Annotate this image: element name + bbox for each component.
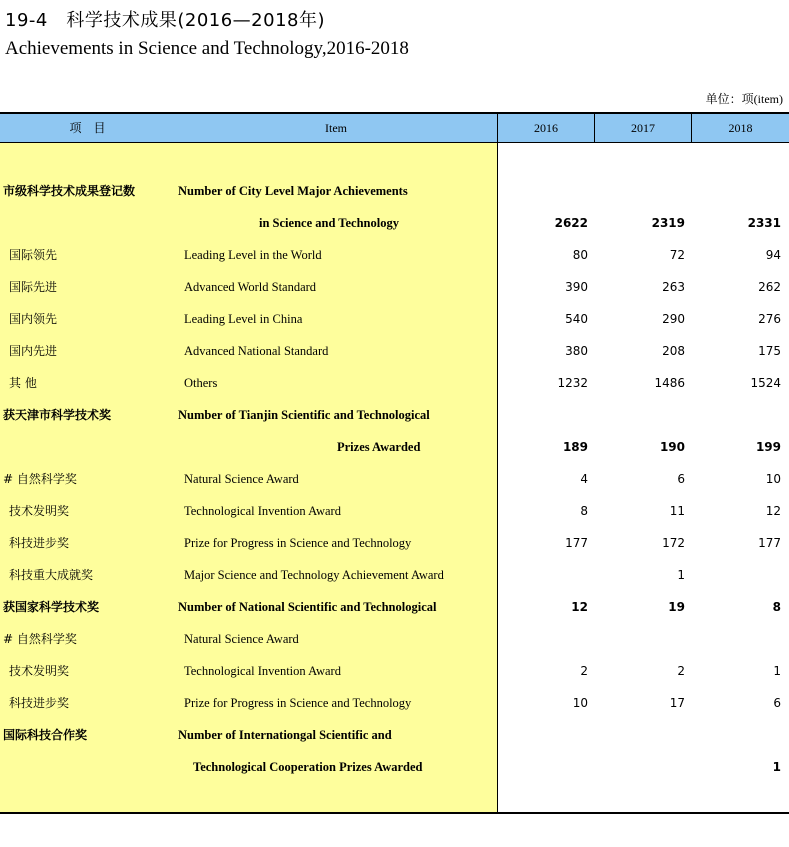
row-label-cn: # 自然科学奖 <box>3 472 77 486</box>
value-2018: 12 <box>765 504 781 518</box>
table-header <box>0 114 789 142</box>
row-label-cn: 国际科技合作奖 <box>3 728 88 742</box>
value-2016: 380 <box>565 344 588 358</box>
row-label-en: Natural Science Award <box>184 632 299 646</box>
value-2018: 262 <box>758 280 781 294</box>
row-label-en: Prizes Awarded <box>337 440 421 454</box>
table-row <box>0 559 789 591</box>
row-label-cn: 其 他 <box>9 376 37 390</box>
value-2017: 1486 <box>654 376 685 390</box>
page-title-en: Achievements in Science and Technology,2016-2018 <box>5 38 409 59</box>
value-2018: 276 <box>758 312 781 326</box>
value-2018: 1 <box>772 760 781 774</box>
row-label-cn: 市级科学技术成果登记数 <box>3 184 136 198</box>
value-2016: 2622 <box>554 216 588 230</box>
value-2017: 11 <box>669 504 685 518</box>
row-label-en: Others <box>184 376 218 390</box>
value-2017: 72 <box>669 248 685 262</box>
row-label-en: Major Science and Technology Achievement Award <box>184 568 444 582</box>
row-label-en: Leading Level in the World <box>184 248 322 262</box>
table-row <box>0 719 789 751</box>
table-row <box>0 175 789 207</box>
table-row <box>0 431 789 463</box>
row-label-cn: 国内先进 <box>9 344 58 358</box>
header-item-en: Item <box>325 121 347 135</box>
value-2016: 4 <box>580 472 588 486</box>
row-label-en: Advanced World Standard <box>184 280 317 294</box>
row-label-en: Technological Cooperation Prizes Awarded <box>193 760 423 774</box>
row-label-cn: 获天津市科学技术奖 <box>3 408 112 422</box>
value-2018: 177 <box>758 536 781 550</box>
value-2016: 177 <box>565 536 588 550</box>
table-row <box>0 399 789 431</box>
row-label-en: Number of Internationgal Scientific and <box>178 728 392 742</box>
header-item-cn: 项 目 <box>69 121 106 135</box>
value-2018: 199 <box>755 440 781 454</box>
table-row <box>0 335 789 367</box>
value-2017: 263 <box>662 280 685 294</box>
value-2017: 6 <box>677 472 685 486</box>
row-label-en: Technological Invention Award <box>184 504 341 518</box>
row-label-cn: 技术发明奖 <box>9 504 70 518</box>
value-2016: 12 <box>571 600 588 614</box>
value-2017: 2 <box>677 664 685 678</box>
row-label-cn: 国内领先 <box>9 312 58 326</box>
page-title-cn: 19-4 科学技术成果(2016—2018年) <box>5 10 326 31</box>
value-2017: 290 <box>662 312 685 326</box>
table-row <box>0 655 789 687</box>
row-label-en: Leading Level in China <box>184 312 303 326</box>
value-2016: 8 <box>580 504 588 518</box>
row-label-en: Prize for Progress in Science and Technology <box>184 536 412 550</box>
value-2016: 390 <box>565 280 588 294</box>
value-2016: 1232 <box>557 376 588 390</box>
header-2018: 2018 <box>728 121 753 135</box>
table-row <box>0 527 789 559</box>
row-label-en: Technological Invention Award <box>184 664 341 678</box>
value-2017: 190 <box>659 440 685 454</box>
table-row <box>0 271 789 303</box>
row-label-cn: 获国家科学技术奖 <box>3 600 100 614</box>
value-2018: 2331 <box>747 216 781 230</box>
value-2016: 189 <box>562 440 588 454</box>
value-2016: 80 <box>572 248 588 262</box>
value-2016: 2 <box>580 664 588 678</box>
table-row <box>0 591 789 623</box>
table-row <box>0 495 789 527</box>
row-label-cn: 国际领先 <box>9 248 58 262</box>
unit-label <box>706 90 783 107</box>
row-label-cn: 科技进步奖 <box>9 536 70 550</box>
table-row <box>0 207 789 239</box>
row-label-en: Number of Tianjin Scientific and Technological <box>178 408 430 422</box>
value-2017: 17 <box>669 696 685 710</box>
value-2017: 208 <box>662 344 685 358</box>
achievements-table <box>0 112 789 814</box>
row-label-en: Natural Science Award <box>184 472 299 486</box>
value-2017: 1 <box>677 568 685 582</box>
value-2018: 1 <box>773 664 781 678</box>
row-label-en: Number of National Scientific and Technological <box>178 600 437 614</box>
value-2017: 172 <box>662 536 685 550</box>
row-label-cn: 国际先进 <box>9 280 58 294</box>
unit-en: (item) <box>753 92 783 106</box>
value-2018: 1524 <box>750 376 781 390</box>
table-bottom-rule <box>0 812 789 814</box>
value-2018: 6 <box>773 696 781 710</box>
row-label-cn: 科技重大成就奖 <box>9 568 94 582</box>
row-label-cn: 科技进步奖 <box>9 696 70 710</box>
value-2016: 540 <box>565 312 588 326</box>
value-2017: 19 <box>668 600 685 614</box>
table-row <box>0 751 789 783</box>
header-2017: 2017 <box>631 121 655 135</box>
row-label-en: Advanced National Standard <box>184 344 329 358</box>
table-row <box>0 367 789 399</box>
value-2017: 2319 <box>651 216 685 230</box>
row-label-en: in Science and Technology <box>259 216 399 230</box>
table-row <box>0 623 789 655</box>
table-row <box>0 303 789 335</box>
value-2016: 10 <box>572 696 588 710</box>
row-label-cn: # 自然科学奖 <box>3 632 77 646</box>
value-2018: 8 <box>772 600 781 614</box>
value-2018: 10 <box>765 472 781 486</box>
table-row <box>0 239 789 271</box>
table-row <box>0 463 789 495</box>
row-label-en: Prize for Progress in Science and Technology <box>184 696 412 710</box>
table-row <box>0 687 789 719</box>
unit-cn: 单位：项 <box>705 92 754 106</box>
value-2018: 94 <box>765 248 781 262</box>
header-2016: 2016 <box>534 121 558 135</box>
row-label-cn: 技术发明奖 <box>9 664 70 678</box>
row-label-en: Number of City Level Major Achievements <box>178 184 408 198</box>
value-2018: 175 <box>758 344 781 358</box>
